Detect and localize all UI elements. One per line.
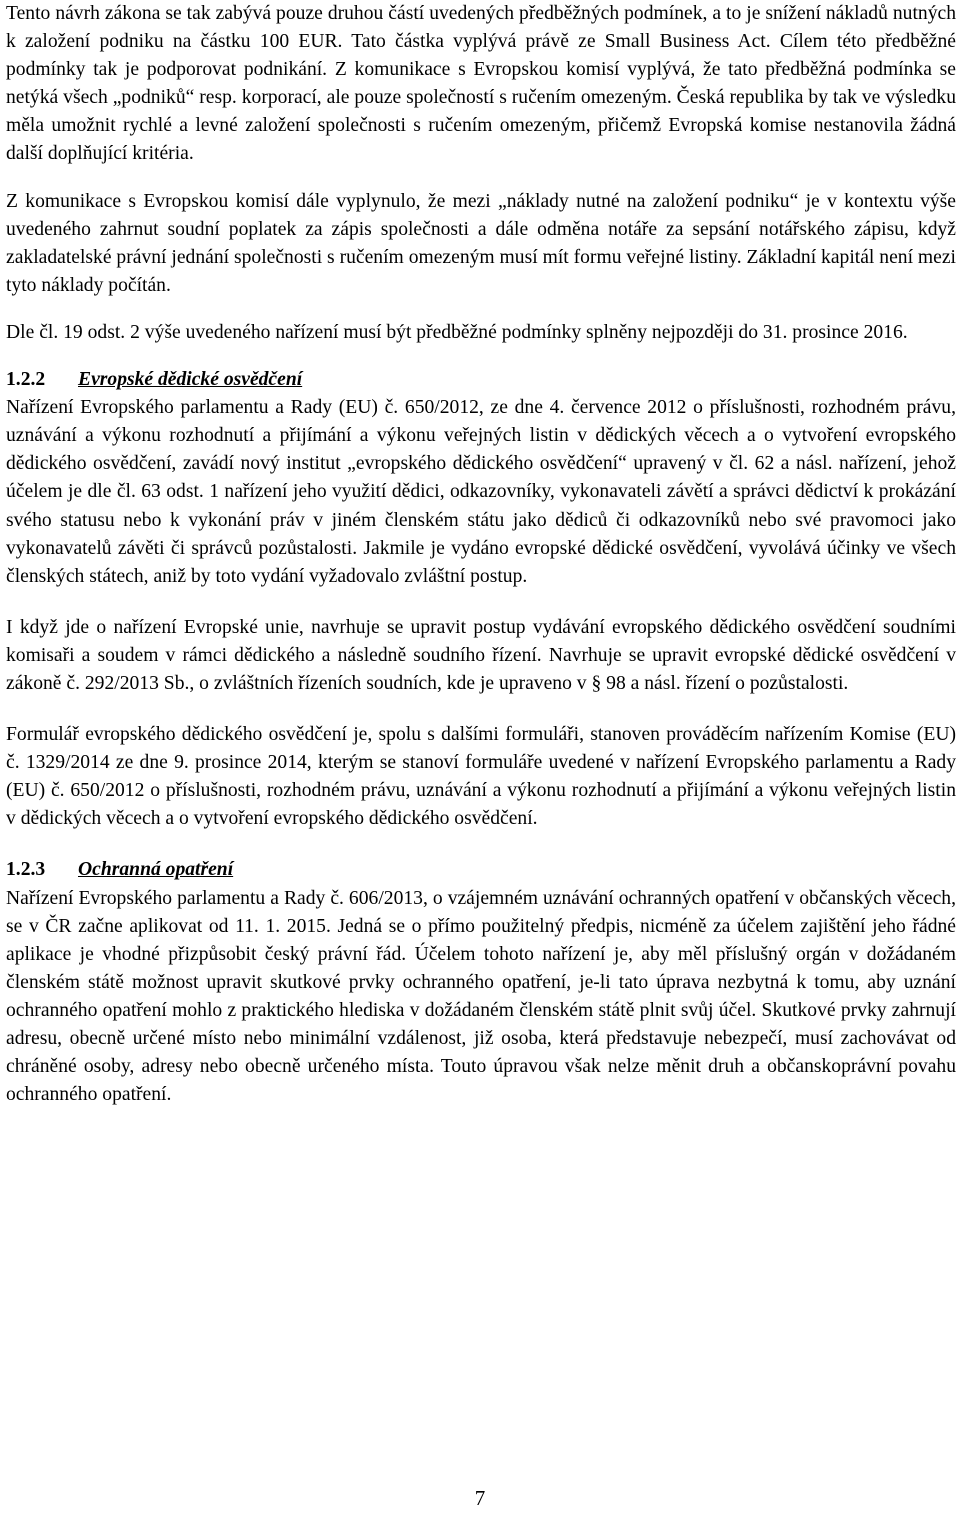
section-title: Ochranná opatření (78, 859, 234, 881)
section-heading-1-2-2 (6, 366, 956, 394)
paragraph-deadline: Dle čl. 19 odst. 2 výše uvedeného nařízení musí být předběžné podmínky splněny nejpozději do 31. prosince 2016. (6, 321, 908, 343)
paragraph-form: Formulář evropského dědického osvědčení je, spolu s dalšími formuláři, stanoven prováděcím nařízením Komise (EU) č. 1329/2014 ze dne 9. prosince 2014, kterým se stanoví formuláře uvedené v nařízení Evropského parlamentu a Rady (EU) č. 650/2012 o příslušnosti, rozhodném právu, uznávání a výkonu rozhodnutí a přijímání a výkonu veřejných listin v dědických věcech a o vytvoření evropského dědického osvědčení. (6, 724, 956, 830)
section-title: Evropské dědické osvědčení (78, 369, 303, 391)
paragraph-protection-measures: Nařízení Evropského parlamentu a Rady č. 606/2013, o vzájemném uznávání ochranných opatření v občanských věcech, se v ČR začne aplikovat od 11. 1. 2015. Jedná se o přímo použitelný předpis, nicméně za účelem zajištění jeho řádné aplikace je vhodné přizpůsobit český právní řád. Účelem tohoto nařízení je, aby měl příslušný orgán v dožádaném členském státě možnost upravit skutkové prvky ochranného opatření, je-li tato úprava nezbytná k tomu, aby uznání ochranného opatření mohlo z praktického hlediska v dožádaném členském státě plnit svůj účel. Skutkové prvky zahrnují adresu, obecně určené místo nebo minimální vzdálenost, již osoba, která představuje nebezpečí, musí zachovávat od chráněné osoby, adresy nebo obecně určeného místa. Touto úpravou však nelze měnit druh a občanskoprávní povahu ochranného opatření. (6, 887, 956, 1106)
paragraph-procedure: I když jde o nařízení Evropské unie, navrhuje se upravit postup vydávání evropského dědického osvědčení soudními komisaři a soudem v rámci dědického a následně soudního řízení. Navrhuje se upravit evropské dědické osvědčení v zákoně č. 292/2013 Sb., o zvláštních řízeních soudních, kde je upraveno v § 98 a násl. řízení o pozůstalosti. (6, 616, 956, 694)
paragraph-small-business-act: Tento návrh zákona se tak zabývá pouze druhou částí uvedených předběžných podmínek, a to je snížení nákladů nutných k založení podniku na částku 100 EUR. Tato částka vyplývá právě ze Small Business Act. Cílem této předběžné podmínky tak je podporovat podnikání. Z komunikace s Evropskou komisí vyplývá, že tato předběžná podmínka se netýká všech „podniků“ resp. korporací, ale pouze společností s ručením omezeným. Česká republika by tak ve výsledku měla umožnit rychlé a levné založení společnosti s ručením omezeným, přičemž Evropská komise nestanovila žádná další doplňující kritéria. (6, 3, 956, 165)
section-number: 1.2.2 (6, 369, 46, 391)
document-page (6, 0, 956, 1109)
paragraph-inheritance-certificate: Nařízení Evropského parlamentu a Rady (EU) č. 650/2012, ze dne 4. července 2012 o příslušnosti, rozhodném právu, uznávání a výkonu rozhodnutí a přijímání a výkonu veřejných listin v dědických věcech a o vytvoření evropského dědického osvědčení, zavádí nový institut „evropského dědického osvědčení“ upravený v čl. 62 a násl. nařízení, jehož účelem je dle čl. 63 odst. 1 nařízení jeho využití dědici, odkazovníky, vykonavateli závětí a správci dědictví k prokázání svého statusu nebo k vykonání práv v jiném členském státu jako dědiců či odkazovníků nebo své pravomoci jako vykonavatelů závěti či správců pozůstalosti. Jakmile je vydáno evropské dědické osvědčení, vyvolává účinky ve všech členských státech, aniž by toto vydání vyžadovalo zvláštní postup. (6, 397, 956, 587)
section-number: 1.2.3 (6, 859, 46, 881)
paragraph-costs: Z komunikace s Evropskou komisí dále vyplynulo, že mezi „náklady nutné na založení podniku“ je v kontextu výše uvedeného zahrnut soudní poplatek za zápis společnosti a dále odměna notáře za sepsání notářského zápisu, když zakladatelské právní jednání společnosti s ručením omezeným musí mít formu veřejné listiny. Základní kapitál není mezi tyto náklady počítán. (6, 190, 956, 296)
section-heading-1-2-3 (6, 856, 956, 884)
page-number: 7 (474, 1486, 486, 1510)
